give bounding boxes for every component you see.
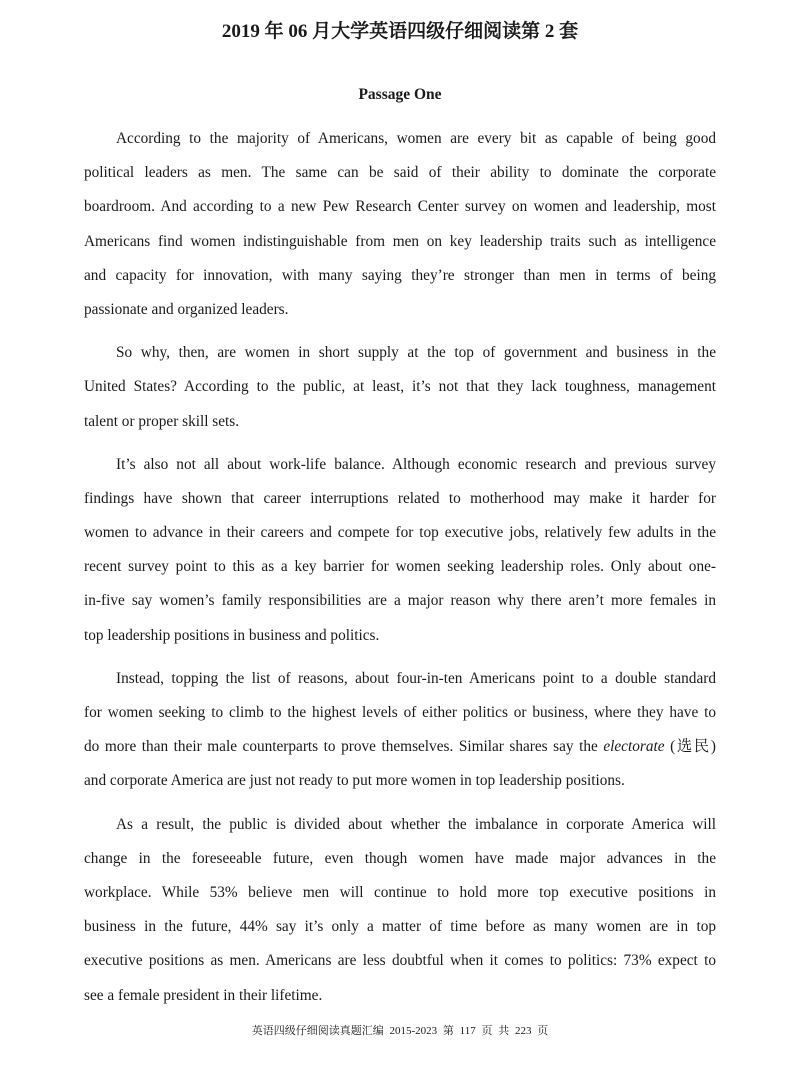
text-line: Americans find women indistinguishable from men on key leadership traits such as intelligence [84,232,716,250]
text-line [84,735,716,769]
text-line: talent or proper skill sets. [84,412,240,430]
italic-term: electorate [603,738,665,756]
text-line: boardroom. And according to a new Pew Research Center survey on women and leadership, most [84,198,716,216]
text-line: passionate and organized leaders. [84,300,289,318]
text-line: It’s also not all about work-life balance. Although economic research and previous survey [116,455,716,473]
text-line: and corporate America are just not ready to put more women in top leadership positions. [84,772,625,790]
chinese-gloss: (选民) [670,738,716,756]
text-line: women to advance in their careers and compete for top executive jobs, relatively few adults in the [84,524,716,542]
text-line: executive positions as men. Americans are less doubtful when it comes to politics: 73% expect to [84,952,716,970]
text-line: in-five say women’s family responsibilities are a major reason why there aren’t more females in [84,592,716,610]
paragraph-1 [84,127,716,332]
paragraph-2 [84,341,716,444]
passage-body [84,127,716,1027]
text-line: United States? According to the public, at least, it’s not that they lack toughness, management [84,378,716,396]
text-line: Instead, topping the list of reasons, about four-in-ten Americans point to a double standard [116,669,716,687]
text-line: According to the majority of Americans, women are every bit as capable of being good [116,130,716,147]
paragraph-4 [84,667,716,804]
text-line: for women seeking to climb to the highest levels of either politics or business, where they have to [84,704,716,721]
text-line: top leadership positions in business and politics. [84,626,380,644]
text-line: recent survey point to this as a key barrier for women seeking leadership roles. Only about one- [84,558,716,576]
passage-heading: Passage One [358,86,442,103]
text-span: do more than their male counterparts to prove themselves. Similar shares say the [84,738,598,756]
text-line: So why, then, are women in short supply at the top of government and business in the [116,344,716,362]
text-line: and capacity for innovation, with many saying they’re stronger than men in terms of being [84,266,716,284]
text-line: political leaders as men. The same can be said of their ability to dominate the corporate [84,164,716,182]
paragraph-5 [84,813,716,1018]
page-footer: 英语四级仔细阅读真题汇编 2015-2023 第 117 页 共 223 页 [251,1025,549,1037]
text-line: business in the future, 44% say it’s only a matter of time before as many women are in top [84,918,716,936]
text-line: see a female president in their lifetime. [84,986,323,1004]
text-line: change in the foreseeable future, even though women have made major advances in the [84,849,716,867]
document-title: 2019 年 06 月大学英语四级仔细阅读第 2 套 [221,21,579,42]
text-line: As a result, the public is divided about whether the imbalance in corporate America will [116,815,716,833]
paragraph-3 [84,453,716,658]
text-line: findings have shown that career interruptions related to motherhood may make it harder for [84,489,716,507]
text-line: workplace. While 53% believe men will continue to hold more top executive positions in [84,883,716,901]
